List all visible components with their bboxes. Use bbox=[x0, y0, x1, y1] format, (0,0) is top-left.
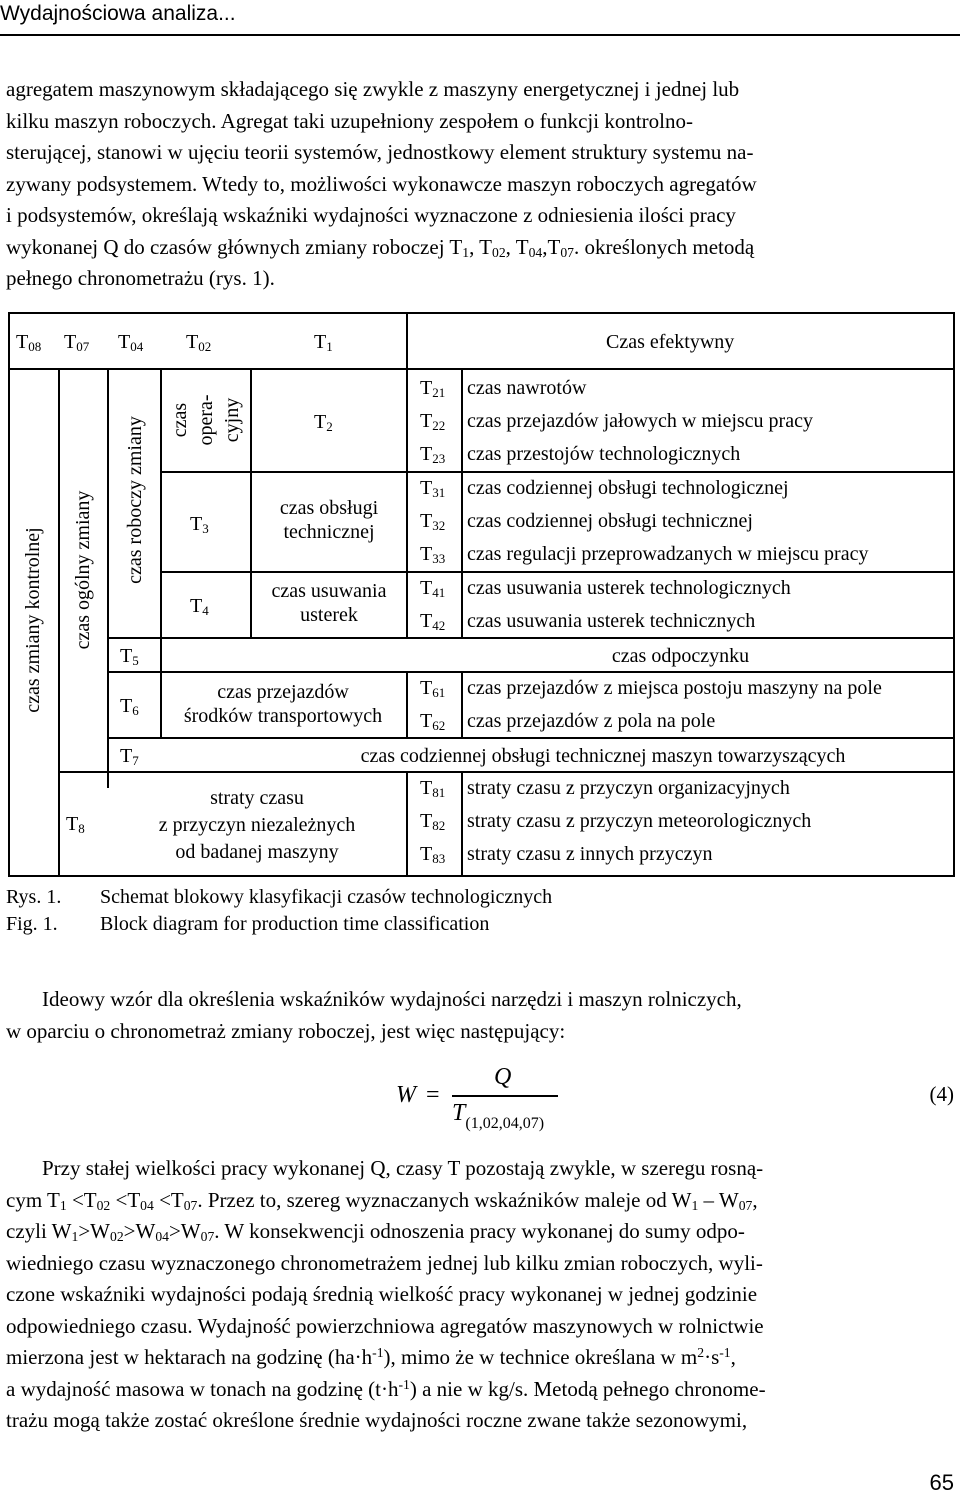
caption-label-pl: Rys. 1. bbox=[6, 886, 62, 908]
label-working-shift-time: czas roboczy zmiany bbox=[124, 416, 146, 584]
label-t3: $T_3$ bbox=[190, 513, 209, 536]
text-line: agregatem maszynowym składającego się zwykle z maszyny energetycznej i jednej lub bbox=[6, 77, 740, 101]
label-t7-description: czas codziennej obsługi technicznej maszyn towarzyszących bbox=[360, 745, 846, 767]
label-t4: $T_4$ bbox=[190, 595, 209, 618]
label-operational-line2: opera- bbox=[195, 394, 217, 446]
row-label: czas usuwania usterek technologicznych bbox=[467, 577, 791, 599]
label-t5: $T_5$ bbox=[120, 645, 139, 668]
row-code: $T_{83}$ bbox=[420, 843, 446, 866]
row-code: $T_{41}$ bbox=[420, 577, 446, 600]
formula-4 bbox=[0, 1060, 960, 1140]
label-operational-line1: czas bbox=[169, 402, 191, 438]
caption-text-en: Block diagram for production time classification bbox=[100, 913, 490, 935]
text-line: kilku maszyn roboczych. Agregat taki uzupełniony zespołem o funkcji kontrolno- bbox=[6, 108, 693, 133]
running-header: Wydajnościowa analiza... bbox=[0, 2, 236, 25]
text-line: Ideowy wzór dla określenia wskaźników wydajności narzędzi i maszyn rolniczych, bbox=[42, 987, 742, 1011]
row-label: straty czasu z innych przyczyn bbox=[467, 843, 713, 865]
row-label: czas nawrotów bbox=[467, 377, 587, 399]
formula-number: (4) bbox=[929, 1082, 954, 1106]
label-fault-removal: czas usuwania usterek bbox=[271, 580, 387, 626]
label-effective-time: Czas efektywny bbox=[606, 331, 735, 353]
row-code: $T_{81}$ bbox=[420, 777, 446, 800]
row-code: $T_{22}$ bbox=[420, 410, 446, 433]
text-line: a wydajność masowa w tonach na godzinę $(t\cdot h^{-1})$ a nie w kg/s. Metodą pełnego chronome- bbox=[6, 1376, 766, 1401]
caption-label-en: Fig. 1. bbox=[6, 913, 58, 935]
label-t7: $T_7$ bbox=[120, 745, 139, 768]
row-label: czas przejazdów z miejsca postoju maszyny na pole bbox=[467, 677, 882, 699]
caption-text-pl: Schemat blokowy klasyfikacji czasów technologicznych bbox=[100, 886, 553, 908]
label-t02: $T_{02}$ bbox=[186, 331, 212, 354]
text-line: trażu mogą także zostać określone średnie wydajności roczne zwane także sezonowymi, bbox=[6, 1408, 748, 1432]
figure-caption bbox=[6, 884, 552, 938]
row-label: straty czasu z przyczyn organizacyjnych bbox=[467, 777, 790, 799]
row-code: $T_{82}$ bbox=[420, 810, 446, 833]
row-code: $T_{31}$ bbox=[420, 477, 446, 500]
text-line: pełnego chronometrażu (rys. 1). bbox=[6, 266, 275, 290]
label-t08: $T_{08}$ bbox=[16, 331, 42, 354]
label-transport-time: czas przejazdów środków transportowych bbox=[183, 681, 383, 727]
label-general-shift-time: czas ogólny zmiany bbox=[72, 490, 94, 650]
label-t07: $T_{07}$ bbox=[64, 331, 90, 354]
label-time-losses: straty czasu z przyczyn niezależnych od badanej maszyny bbox=[158, 787, 356, 863]
text-line: Przy stałej wielkości pracy wykonanej Q, czasy T pozostają zwykle, w szeregu rosną- bbox=[42, 1156, 764, 1180]
row-code: $T_{32}$ bbox=[420, 510, 446, 533]
row-label: czas codziennej obsługi technicznej bbox=[467, 510, 753, 532]
paragraph-discussion bbox=[6, 1153, 954, 1437]
label-technical-service: czas obsługi technicznej bbox=[279, 497, 379, 543]
paragraph-formula-intro bbox=[6, 984, 954, 1047]
text-line: i podsystemów, określają wskaźniki wydajności wyznaczone z odniesienia ilości pracy bbox=[6, 203, 736, 227]
row-code: $T_{33}$ bbox=[420, 543, 446, 566]
text-line: cym $T_1 <T_{02} <T_{04} <T_{07}$. Przez to, szereg wyznaczanych wskaźników maleje od $W_1 - W_{07}$, bbox=[6, 1187, 758, 1213]
text-line: wykonanej Q do czasów głównych zmiany roboczej $T_1$, $T_{02}$, $T_{04},T_{07}$. określonych metodą bbox=[6, 234, 755, 260]
text-line: zywany podsystemem. Wtedy to, możliwości wykonawcze maszyn roboczych agregatów bbox=[6, 171, 757, 196]
formula-numerator: Q bbox=[494, 1064, 512, 1090]
row-code: $T_{62}$ bbox=[420, 710, 446, 733]
label-t1: $T_1$ bbox=[314, 331, 333, 354]
header-rule bbox=[0, 34, 960, 36]
formula-denominator: $T_{(1,02,04,07)}$ bbox=[452, 1100, 545, 1132]
fraction-bar bbox=[452, 1095, 558, 1097]
row-code: $T_{23}$ bbox=[420, 443, 446, 466]
row-label: czas przejazdów z pola na pole bbox=[467, 710, 716, 732]
text-line: sterującej, stanowi w ujęciu teorii systemów, jednostkowy element struktury systemu na- bbox=[6, 140, 754, 164]
label-t04: $T_{04}$ bbox=[118, 331, 144, 354]
row-code: $T_{42}$ bbox=[420, 610, 446, 633]
label-operational-line3: cyjny bbox=[221, 397, 243, 443]
label-t6: $T_6$ bbox=[120, 695, 139, 718]
row-label: czas przejazdów jałowych w miejscu pracy bbox=[467, 410, 813, 432]
row-code: $T_{61}$ bbox=[420, 677, 446, 700]
page-number: 65 bbox=[929, 1470, 954, 1495]
row-label: czas codziennej obsługi technologicznej bbox=[467, 477, 789, 499]
row-label: straty czasu z przyczyn meteorologicznych bbox=[467, 810, 812, 832]
row-label: czas regulacji przeprowadzanych w miejscu pracy bbox=[467, 543, 869, 565]
text-line: wiedniego czasu wyznaczonego chronometrażem jednej lub kilku zmian roboczych, wyli- bbox=[6, 1250, 763, 1275]
label-control-shift-time: czas zmiany kontrolnej bbox=[22, 527, 44, 713]
formula-equals: = bbox=[426, 1082, 440, 1108]
row-code: $T_{21}$ bbox=[420, 377, 446, 400]
paragraph-intro bbox=[6, 74, 954, 295]
text-line: czone wskaźniki wydajności podają średnią wielkość pracy wykonanej w jednej godzinie bbox=[6, 1282, 758, 1306]
label-rest-time: czas odpoczynku bbox=[611, 645, 750, 667]
text-line: w oparciu o chronometraż zmiany roboczej, jest więc następujący: bbox=[6, 1018, 566, 1043]
text-line: czyli $W_1>W_{02}>W_{04}>W_{07}$. W konsekwencji odnoszenia pracy wykonanej do sumy odpo- bbox=[6, 1219, 745, 1244]
text-line: odpowiedniego czasu. Wydajność powierzchniowa agregatów maszynowych w rolnictwie bbox=[6, 1313, 764, 1338]
label-t2: $T_2$ bbox=[314, 411, 333, 434]
label-t8: $T_8$ bbox=[66, 813, 85, 836]
formula-lhs: W bbox=[396, 1082, 416, 1108]
row-label: czas usuwania usterek technicznych bbox=[467, 610, 756, 632]
row-label: czas przestojów technologicznych bbox=[467, 443, 741, 465]
text-line: mierzona jest w hektarach na godzinę $(ha\cdot h^{-1})$, mimo że w technice określana w $m^2\cdot s^{-1}$, bbox=[6, 1345, 736, 1369]
